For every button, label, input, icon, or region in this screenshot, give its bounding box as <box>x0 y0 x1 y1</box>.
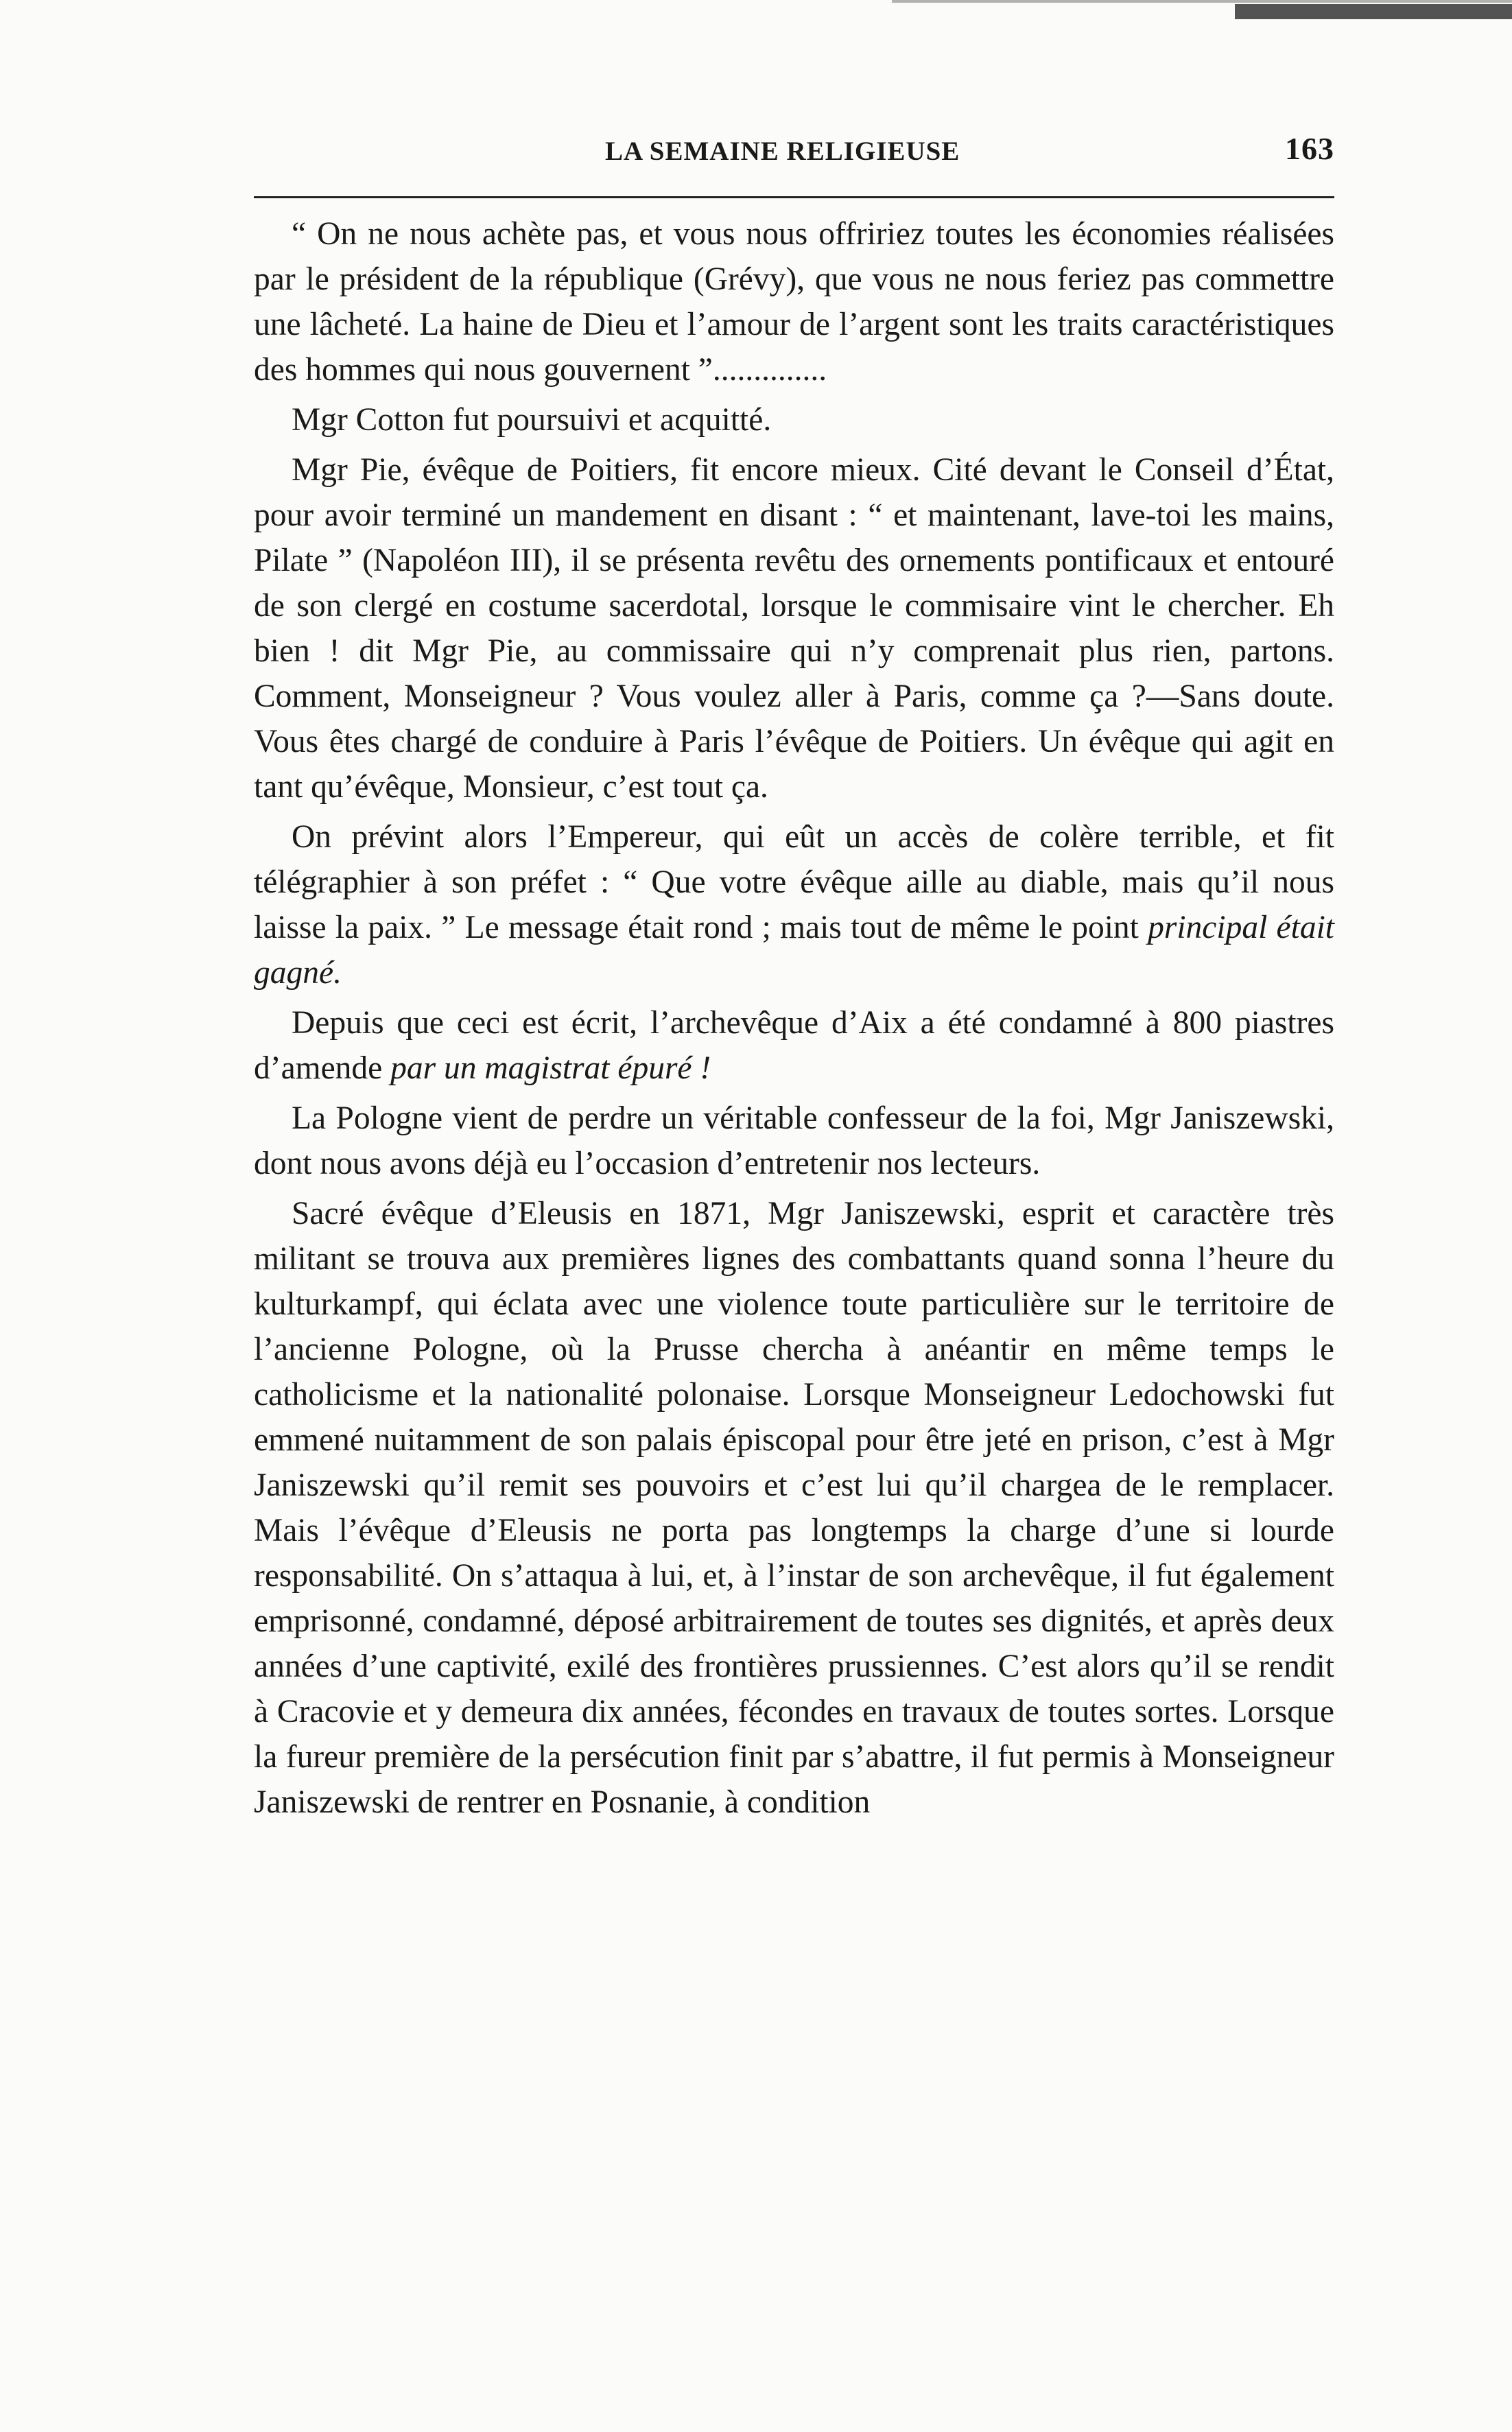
italic-text: principal était gagné. <box>254 910 1334 991</box>
paragraph-text: La Pologne vient de perdre un véritable confesseur de la foi, Mgr Janiszewski, dont nous avons déjà eu l’occasion d’entretenir nos lecteurs. <box>254 1100 1334 1181</box>
paragraph <box>254 1191 1334 1825</box>
paragraph <box>254 814 1334 995</box>
running-title: LA SEMAINE RELIGIEUSE <box>605 137 960 166</box>
paragraph <box>254 1000 1334 1091</box>
scan-edge-mark <box>1235 4 1512 19</box>
header-rule <box>254 196 1334 198</box>
page-header <box>254 130 1334 178</box>
paragraph <box>254 447 1334 810</box>
body-text <box>254 211 1334 1830</box>
paragraph <box>254 397 1334 442</box>
page-number: 163 <box>1285 131 1334 166</box>
paragraph-text: “ On ne nous achète pas, et vous nous offririez toutes les économies réalisées par le président de la république (Grévy), que vous ne nous feriez pas commettre une lâcheté. La haine de Dieu et l’amour de l’argent sont les traits caractéristiques des hommes qui nous gouvernent ”.............. <box>254 216 1334 388</box>
paragraph-text: Mgr Cotton fut poursuivi et acquitté. <box>292 402 772 438</box>
paragraph-text: Mgr Pie, évêque de Poitiers, fit encore mieux. Cité devant le Conseil d’État, pour avoir terminé un mandement en disant : “ et maintenant, lave-toi les mains, Pilate ” (Napoléon III), il se présenta revêtu des ornements pontificaux et entouré de son clergé en costume sacerdotal, lorsque le commisaire vint le chercher. Eh bien ! dit Mgr Pie, au commissaire qui n’y comprenait plus rien, partons. Comment, Monseigneur ? Vous voulez aller à Paris, comme ça ?—Sans doute. Vous êtes chargé de conduire à Paris l’évêque de Poitiers. Un évêque qui agit en tant qu’évêque, Monsieur, c’est tout ça. <box>254 452 1334 805</box>
paragraph-text: Sacré évêque d’Eleusis en 1871, Mgr Janiszewski, esprit et caractère très militant se trouva aux premières lignes des combattants quand sonna l’heure du kulturkampf, qui éclata avec une violence toute particulière sur le territoire de l’ancienne Pologne, où la Prusse chercha à anéantir en même temps le catholicisme et la nationalité polonaise. Lorsque Monseigneur Ledochowski fut emmené nuitamment de son palais épiscopal pour être jeté en prison, c’est à Mgr Janiszewski qu’il remit ses pouvoirs et c’est lui qu’il chargea de le remplacer. Mais l’évêque d’Eleusis ne porta pas longtemps la charge d’une si lourde responsabilité. On s’attaqua à lui, et, à l’instar de son archevêque, il fut également emprisonné, condamné, déposé arbitrairement de toutes ses dignités, et après deux années d’une captivité, exilé des frontières prussiennes. C’est alors qu’il se rendit à Cracovie et y demeura dix années, fécondes en travaux de toutes sortes. Lorsque la fureur première de la persécution finit par s’abattre, il fut permis à Monseigneur Janiszewski de rentrer en Posnanie, à condition <box>254 1196 1334 1820</box>
paragraph-text: Depuis que ceci est écrit, l’archevêque d’Aix a été condamné à 800 piastres d’amende <box>254 1005 1334 1086</box>
paragraph <box>254 211 1334 392</box>
italic-text: par un magistrat épuré ! <box>390 1050 711 1086</box>
paragraph-text: On prévint alors l’Empereur, qui eût un accès de colère terrible, et fit télégraphier à son préfet : “ Que votre évêque aille au diable, mais qu’il nous laisse la paix. ” Le message était rond ; mais tout de même le point <box>254 819 1334 945</box>
scan-edge-mark <box>892 0 1512 3</box>
paragraph <box>254 1096 1334 1186</box>
